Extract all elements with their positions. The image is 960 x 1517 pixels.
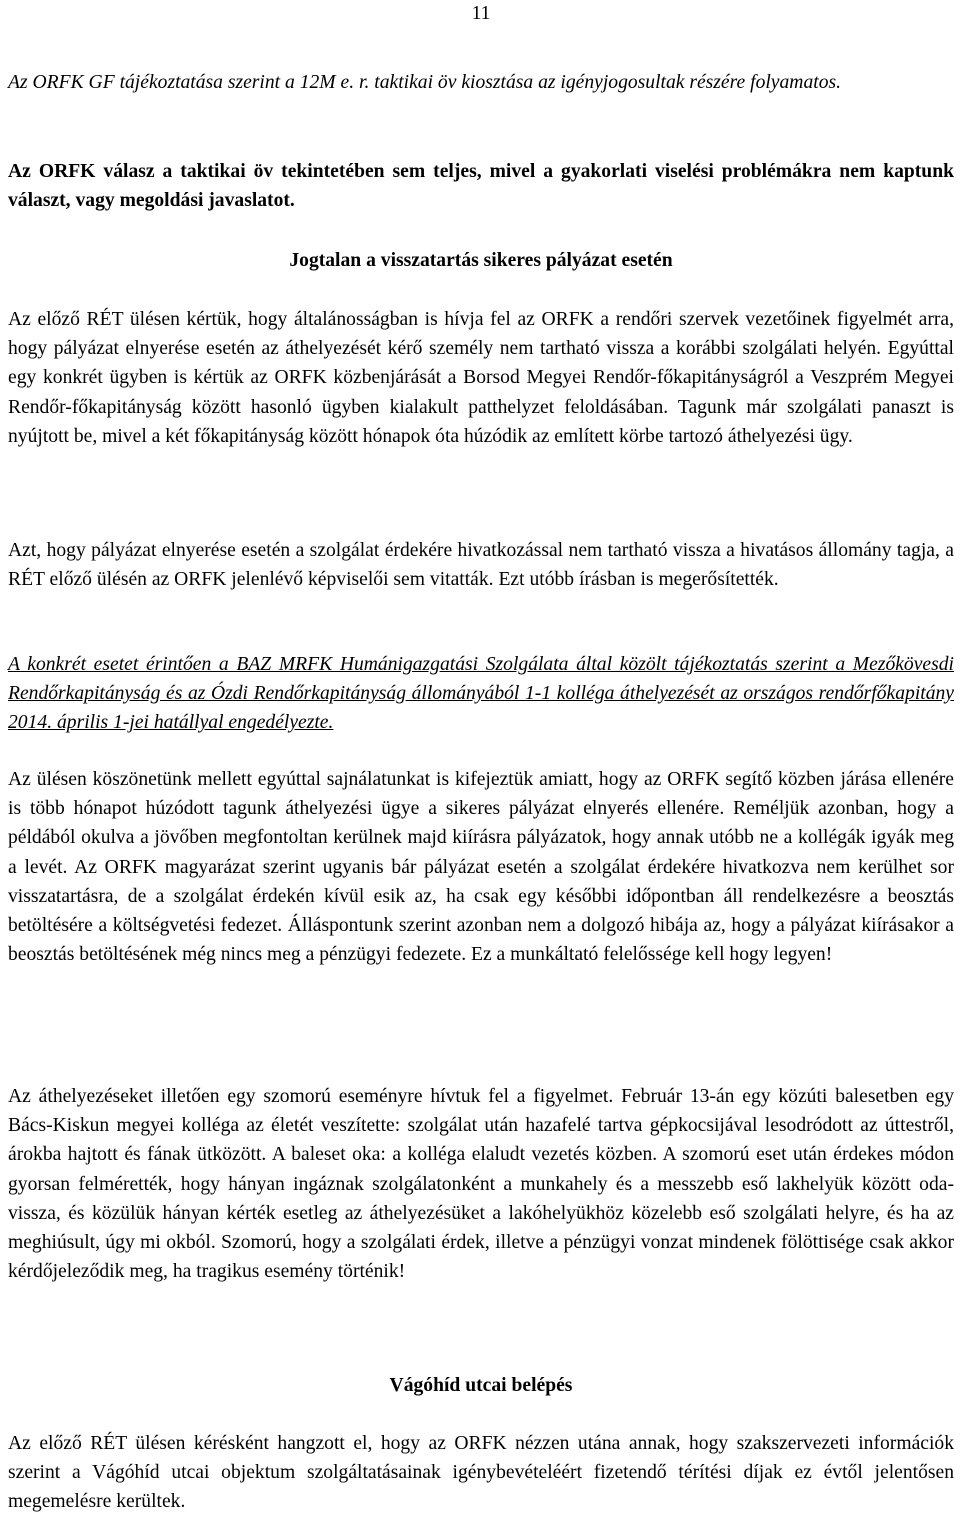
paragraph-baz-mrfk-notice: A konkrét esetet érintően a BAZ MRFK Humánigazgatási Szolgálata által közölt tájékoztatás szerint a Mezőkövesdi Rendőrkapitányság és az Ózdi Rendőrkapitányság állományából 1-1 kolléga áthelyezését az országos rendőrfőkapitány 2014. április 1-jei hatállyal engedélyezte. <box>8 654 954 734</box>
section-heading-unlawful-retention: Jogtalan a visszatartás sikeres pályázat esetén <box>289 250 673 271</box>
paragraph-orfk-response-summary: Az ORFK válasz a taktikai öv tekintetében sem teljes, mivel a gyakorlati viselési problémákra nem kaptunk választ, vagy megoldási javaslatot. <box>8 161 954 212</box>
paragraph-vagohid-fees: Az előző RÉT ülésen kérésként hangzott el, hogy az ORFK nézzen utána annak, hogy szakszervezeti információk szerint a Vágóhíd utcai objektum szolgáltatásainak igénybevételéért fizetendő térítési díjak ez évtől jelentősen megemelésre kerültek. <box>8 1433 954 1513</box>
paragraph-ret-request: Az előző RÉT ülésen kértük, hogy általánosságban is hívja fel az ORFK a rendőri szervek vezetőinek figyelmét arra, hogy pályázat elnyerése esetén az áthelyezését kérő személy nem tartható vissza a korábbi szolgálati helyén. Egyúttal egy konkrét ügyben is kértük az ORFK közbenjárását a Borsod Megyei Rendőr-főkapitányságról a Veszprém Megyei Rendőr-főkapitányság között hasonló ügyben kialakult patthelyzet feloldásában. Tagunk már szolgálati panaszt is nyújtott be, mivel a két főkapitányság között hónapok óta húzódik az említett körbe tartozó áthelyezési ügy. <box>8 309 954 447</box>
paragraph-accident-case: Az áthelyezéseket illetően egy szomorú eseményre hívtuk fel a figyelmet. Február 13-án egy közúti balesetben egy Bács-Kiskun megyei kolléga az életét veszítette: szolgálat után hazafelé tartva gépkocsijával lesodródott az úttestről, árokba hajtott és fának ütközött. A baleset oka: a kolléga elaludt vezetés közben. A szomorú eset után érdekes módon gyorsan felmérették, hogy hányan ingáznak szolgálatonként a munkahely és a messzebb eső lakhelyük között oda-vissza, és közülük hányan kérték esetleg az áthelyezésüket a lakóhelyükhöz közelebb eső szolgálati helyre, és ha az meghiúsult, úgy mi okból. Szomorú, hogy a szolgálati érdek, illetve a pénzügyi vonzat mindenek fölöttisége csak akkor kérdőjeleződik meg, ha tragikus esemény történik! <box>8 1086 954 1283</box>
paragraph-ret-agreement: Azt, hogy pályázat elnyerése esetén a szolgálat érdekére hivatkozással nem tartható vissza a hivatásos állomány tagja, a RÉT előző ülésén az ORFK jelenlévő képviselői sem vitatták. Ezt utóbb írásban is megerősítették. <box>8 540 954 591</box>
document-page <box>8 0 954 1514</box>
paragraph-meeting-thanks: Az ülésen köszönetünk mellett egyúttal sajnálatunkat is kifejeztük amiatt, hogy az ORFK segítő közben járása ellenére is több hónapot húzódott tagunk áthelyezési ügye a sikeres pályázat elnyerés ellenére. Reméljük azonban, hogy a példából okulva a jövőben megfontoltan kerülnek majd kiírásra pályázatok, hogy annak utóbb ne a kollégák igyák meg a levét. Az ORFK magyarázat szerint ugyanis bár pályázat esetén a szolgálat érdekére hivatkozva nem kerülhet sor visszatartásra, de a szolgálat érdekén kívül esik az, ha csak egy későbbi időpontban áll rendelkezésre a beosztás betöltésére a költségvetési fedezet. Álláspontunk szerint azonban nem a dolgozó hibája az, hogy a pályázat kiírásakor a beosztás betöltésének még nincs meg a pénzügyi fedezete. Ez a munkáltató felelőssége kell hogy legyen! <box>8 769 954 966</box>
paragraph-tactical-belt-info: Az ORFK GF tájékoztatása szerint a 12M e. r. taktikai öv kiosztása az igényjogosultak részére folyamatos. <box>8 72 842 93</box>
page-number: 11 <box>471 3 491 24</box>
section-heading-vagohid-entry: Vágóhíd utcai belépés <box>389 1375 573 1396</box>
